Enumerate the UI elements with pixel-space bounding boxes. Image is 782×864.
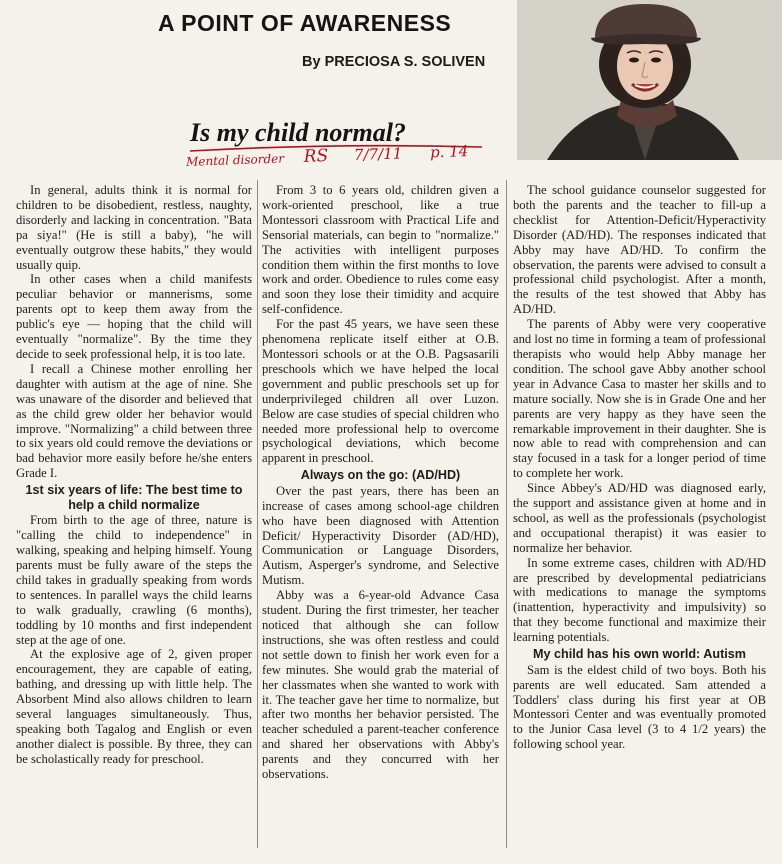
section-subhead: Always on the go: (AD/HD): [300, 468, 461, 483]
column-title: A POINT OF AWARENESS: [158, 10, 452, 36]
article-column-1: [16, 183, 252, 767]
paragraph: The school guidance counselor suggested for both the parents and the teacher to fill-up a checklist for Attention-Deficit/Hyperactivity Disorder (AD/HD). The responses indicated that Abby may have AD/HD. To confirm the observation, the parents were advised to consult a professional child psychologist. After a month, the results of the test showed that Abby has AD/HD.: [513, 183, 766, 317]
article-column-3: [513, 183, 766, 752]
paragraph: In general, adults think it is normal for children to be disobedient, restless, naughty, disorderly and lacking in concentration. "Bata pa siya!" (He is still a baby), "he will eventually outgrow these habits," they would usually quip.: [16, 183, 252, 272]
annotation-initials: RS: [303, 145, 329, 167]
paragraph: Abby was a 6-year-old Advance Casa student. During the first trimester, her teacher noticed that although she can follow instructions, she was often restless and could not settle down to finish her work even for a few minutes. She would grab the material of her classmates when she wanted to work with it. The teacher gave her time to normalize, but after two months her behavior persisted. The teacher scheduled a parent-teacher conference and shared her observations with Abby's parents and they concurred with her observations.: [262, 588, 499, 782]
annotation-note: Mental disorder: [185, 151, 285, 169]
headline: Is my child normal?: [190, 118, 406, 147]
paragraph: In some extreme cases, children with AD/HD are prescribed by developmental pediatricians with medications to manage the symptoms (inattention, hyperactivity and impulsivity) so that they become functional and maximize their learning potentials.: [513, 555, 766, 645]
paragraph: Sam is the eldest child of two boys. Both his parents are well educated. Sam attended a Toddlers' class during his first year at OB Montessori Center and was eventually promoted to the Junior Casa level (3 to 4 1/2 years) the following school year.: [513, 662, 766, 752]
section-subhead: 1st six years of life: The best time to help a child normalize: [25, 483, 243, 512]
paragraph: For the past 45 years, we have seen these phenomena replicate itself either at O.B. Montessori schools or at the O.B. Pagsasarili preschools which we have helped the local government and public preschools set up for underprivileged children all over Luzon. Below are case studies of special children who needed more professional help to overcome psychological deviations, which become apparent in preschool.: [262, 317, 499, 466]
byline: By PRECIOSA S. SOLIVEN: [302, 54, 486, 70]
paragraph: The parents of Abby were very cooperative and lost no time in forming a team of professional therapists who would help Abby manage her condition. The school gave Abby another school year in Advance Casa to master her skills and to mature socially. Now she is in Grade One and her parents are very happy as they have seen the remarkable improvement in their daughter. She is now able to read with comprehension and can stay focused in a task for a longer period of time to complete her work.: [513, 317, 766, 481]
column-divider: [257, 180, 258, 848]
paragraph: From 3 to 6 years old, children given a work-oriented preschool, like a true Montessori classroom with Practical Life and Sensorial materials, can begin to "normalize." The activities with intelligent purposes condition them within the first months to love work and order. Obedience to rules come easy and soon they lose their timidity and acquire self-confidence.: [262, 183, 499, 317]
annotation-date: 7/7/11: [353, 144, 403, 165]
section-subhead: My child has his own world: Autism: [533, 647, 746, 662]
author-photo: [517, 0, 782, 160]
article-column-2: [262, 183, 499, 782]
paragraph: From birth to the age of three, nature is "calling the child to independence" in walking, speaking and helping himself. Young parents must be fully aware of the steps the child takes in gradually speaking from words to sentences. In parallel ways the child learns to walk gradually, crawling (6 months), toddling by 10 months and first independent step at the age of one.: [16, 513, 252, 647]
paragraph: Over the past years, there has been an increase of cases among school-age children who have been diagnosed with Attention Deficit/ Hyperactivity Disorder (AD/HD), Communication or Language Disorders, Autism, Asperger's syndrome, and Selective Mutism.: [262, 483, 499, 588]
paragraph: I recall a Chinese mother enrolling her daughter with autism at the age of nine. She was unaware of the disorder and believed that as the child grew older her behavior would improve. "Normalizing" a child between three to six years old could remove the deviations or bad behavior more easily before he/she enters Grade I.: [16, 361, 252, 481]
author-portrait-icon: [517, 0, 782, 160]
paragraph: In other cases when a child manifests peculiar behavior or mannerisms, some parents opt to keep them away from the public's eye — hoping that the child will eventually "normalize". By the time they decide to seek professional help, it is too late.: [16, 272, 252, 361]
column-divider: [506, 180, 507, 848]
paragraph: At the explosive age of 2, given proper encouragement, they are capable of eating, bathing, and dressing up with little help. The Absorbent Mind also allows children to learn several languages simultaneously. Thus, speaking both Tagalog and English or even another dialect is possible. By three, they can be scholastically ready for preschool.: [16, 647, 252, 766]
paragraph: Since Abbey's AD/HD was diagnosed early, the support and assistance given at home and in school, as well as the professionals (psychologist and occupational therapist) it was easier to normalize her behavior.: [513, 481, 766, 555]
annotation-page: p. 14: [429, 142, 469, 162]
